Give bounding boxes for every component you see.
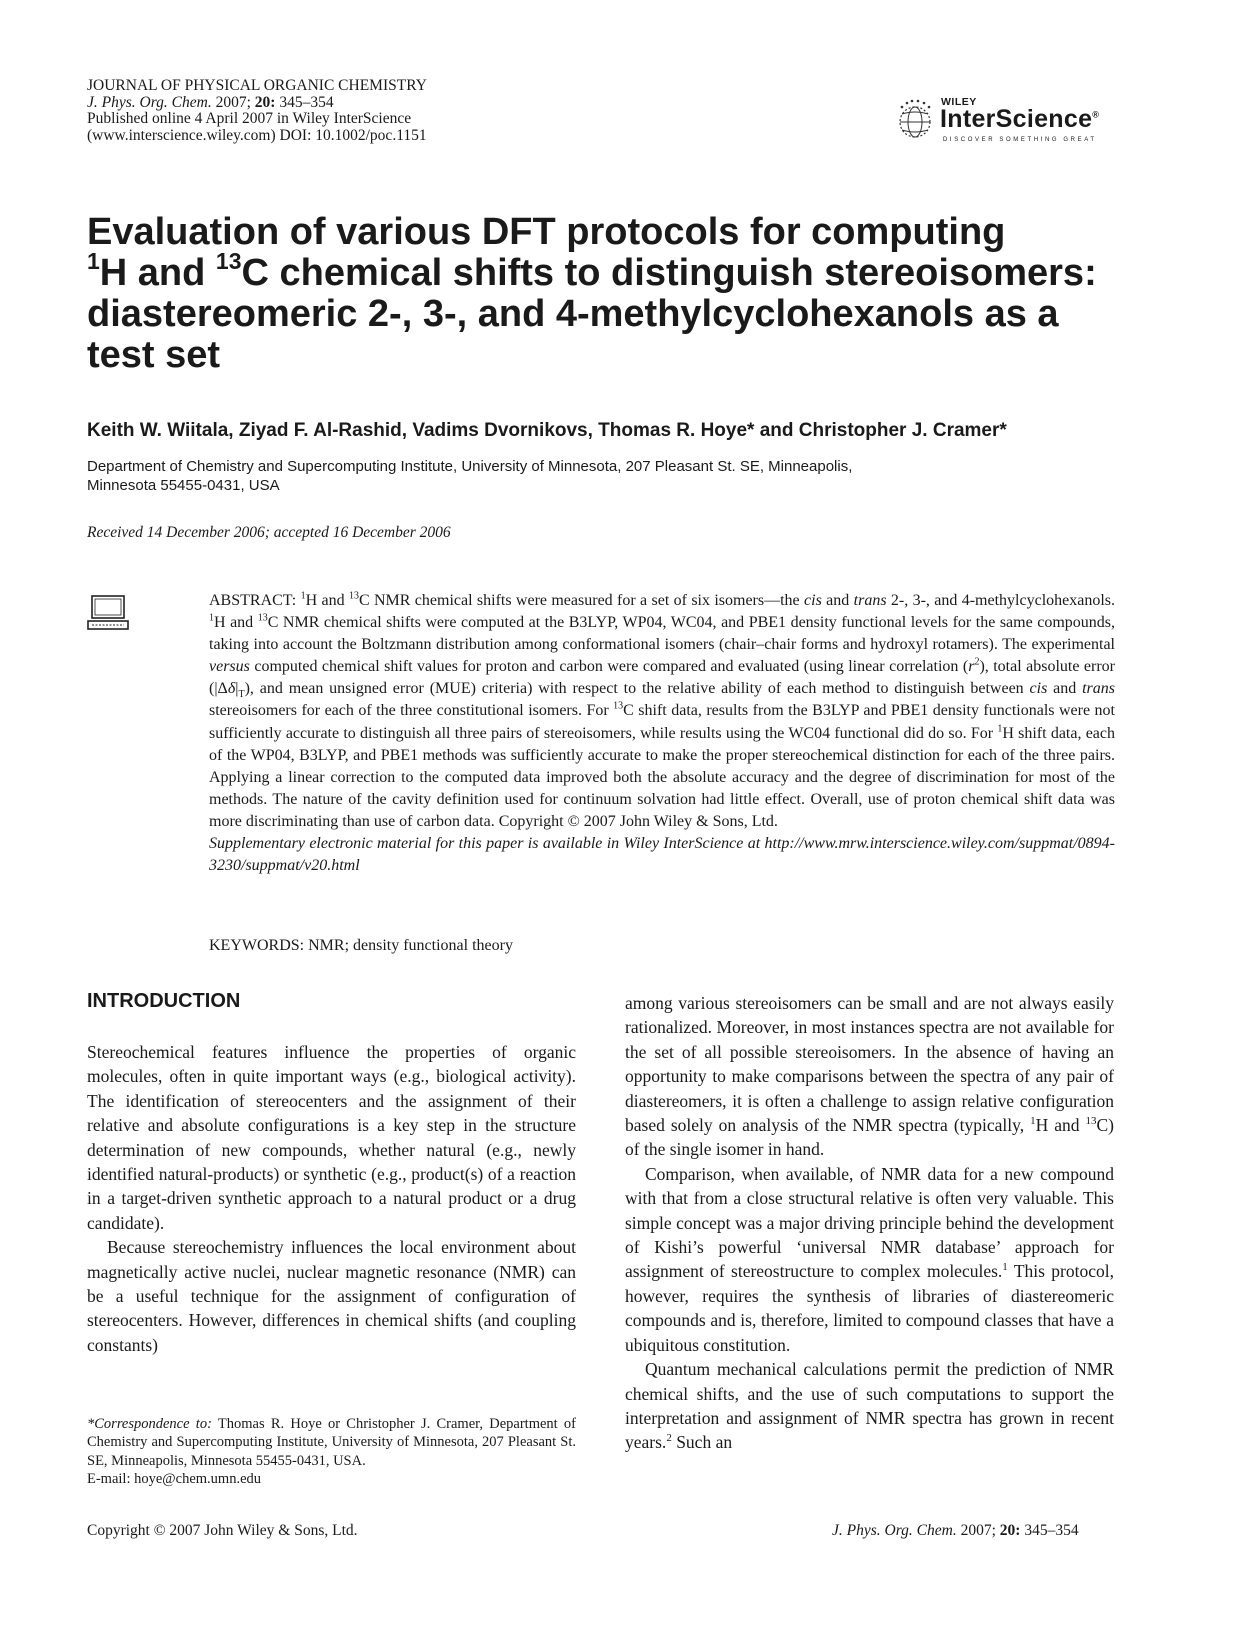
computer-icon — [86, 594, 130, 632]
abstract — [209, 590, 1115, 877]
globe-icon — [893, 98, 937, 142]
journal-header — [87, 78, 427, 144]
keywords: KEYWORDS: NMR; density functional theory — [209, 937, 513, 954]
journal-name: JOURNAL OF PHYSICAL ORGANIC CHEMISTRY — [87, 77, 427, 94]
doi: (www.interscience.wiley.com) DOI: 10.1002/poc.1151 — [87, 126, 427, 144]
intro-paragraph-2: Because stereochemistry influences the local environment about magnetically active nuclei, nuclear magnetic resonance (NMR) can be a useful technique for the assignment of configuration of stereocenters. However, differences in chemical shifts (and coupling constants) — [87, 1237, 576, 1355]
section-heading: INTRODUCTION — [87, 990, 241, 1012]
wiley-interscience-logo — [893, 96, 1123, 148]
received-date: Received 14 December 2006; accepted 16 December 2006 — [87, 524, 451, 541]
intro-paragraph-3: among various stereoisomers can be small and are not always easily rationalized. Moreover, in most instances spectra are not available for the set of all possible stereoisomers. In the absence of having an opportunity to make comparisons between the spectra of any pair of diastereomers, it is often a challenge to assign relative configuration based solely on analysis of the NMR spectra (typically, $^1$H and $^{13}$C) of the single isomer in hand. — [625, 993, 1114, 1160]
correspondence-email[interactable]: E-mail: hoye@chem.umn.edu — [87, 1471, 262, 1488]
citation: J. Phys. Org. Chem. 2007; 20: 345–354 — [87, 93, 334, 111]
right-column — [625, 991, 1114, 1455]
footer-copyright: Copyright © 2007 John Wiley & Sons, Ltd. — [87, 1522, 358, 1539]
abstract-text: ABSTRACT: $^1$H and $^{13}$C NMR chemical shifts were measured for a set of six isomers—the cis and trans 2-, 3-, and 4-methylcyclohexanols. $^1$H and $^{13}$C NMR chemical shifts were computed at the B3LYP, WP04, WC04, and PBE1 density functional levels for the same compounds, taking into account the Boltzmann distribution among conformational isomers (chair–chair forms and hydroxyl rotamers). The experimental versus computed chemical shift values for proton and carbon were compared and evaluated (using linear correlation $(r^2)$, total absolute error $(|\Delta\delta|_T)$, and mean unsigned error (MUE) criteria) with respect to the relative ability of each method to distinguish between cis and trans stereoisomers for each of the three constitutional isomers. For $^{13}$C shift data, results from the B3LYP and PBE1 density functionals were not sufficiently accurate to distinguish all three pairs of stereoisomers, while results using the WC04 functional did do so. For $^1$H shift data, each of the WP04, B3LYP, and PBE1 methods was sufficiently accurate to make the proper stereochemical distinction for each of the three pairs. Applying a linear correction to the computed data improved both the absolute accuracy and the degree of discrimination for most of the methods. The nature of the cavity definition used for continuum solvation had little effect. Overall, use of proton chemical shift data was more discriminating than use of carbon data. Copyright © 2007 John Wiley & Sons, Ltd. — [209, 590, 1116, 830]
author-list: Keith W. Wiitala, Ziyad F. Al-Rashid, Vadims Dvornikovs, Thomas R. Hoye* and Christopher J. Cramer* — [87, 420, 1007, 441]
left-column — [87, 1040, 576, 1357]
article-title: Evaluation of various DFT protocols for computing $^1$H and $^{13}$C chemical shifts to distinguish stereoisomers: diastereomeric 2-, 3-, and 4-methylcyclohexanols as a test set — [87, 211, 1097, 376]
logo-name: InterScience® — [940, 105, 1100, 133]
affiliation: Department of Chemistry and Supercomputing Institute, University of Minnesota, 207 Pleasant St. SE, Minneapolis, Minnesota 55455-0431, USA — [87, 458, 853, 494]
published-date: Published online 4 April 2007 in Wiley InterScience — [87, 110, 412, 127]
intro-paragraph-5: Quantum mechanical calculations permit the prediction of NMR chemical shifts, and the use of such computations to support the interpretation and assignment of NMR spectra has grown in recent years.$^2$ Such an — [625, 1359, 1114, 1453]
logo-brand: WILEY — [941, 96, 977, 108]
supplementary-link[interactable]: Supplementary electronic material for this paper is available in Wiley InterScience at http://www.mrw.interscience.wiley.com/suppmat/0894-3230/suppmat/v20.html — [209, 835, 1115, 875]
intro-paragraph-1: Stereochemical features influence the properties of organic molecules, often in quite important ways (e.g., biological activity). The identification of stereocenters and the assignment of their relative and absolute configurations is a key step in the structure determination of new compounds, whether natural (e.g., newly identified natural-products) or synthetic (e.g., product(s) of a reaction in a target-driven synthetic approach to a natural product or a drug candidate). — [87, 1042, 576, 1233]
intro-paragraph-4: Comparison, when available, of NMR data for a new compound with that from a close structural relative is often very valuable. This simple concept was a major driving principle behind the development of Kishi’s powerful ‘universal NMR database’ approach for assignment of stereostructure to complex molecules.$^1$ This protocol, however, requires the synthesis of libraries of diastereomeric compounds and is, therefore, limited to compound classes that have a ubiquitous constitution. — [625, 1163, 1114, 1355]
footer-citation: J. Phys. Org. Chem. 2007; 20: 345–354 — [832, 1522, 1079, 1539]
correspondence-note: *Correspondence to: Thomas R. Hoye or Christopher J. Cramer, Department of Chemistry and Supercomputing Institute, University of Minnesota, 207 Pleasant St. SE, Minneapolis, Minnesota 55455-0431, USA. E-mail: hoye@chem.umn.edu — [87, 1416, 576, 1488]
logo-tagline: DISCOVER SOMETHING GREAT — [943, 137, 1097, 143]
